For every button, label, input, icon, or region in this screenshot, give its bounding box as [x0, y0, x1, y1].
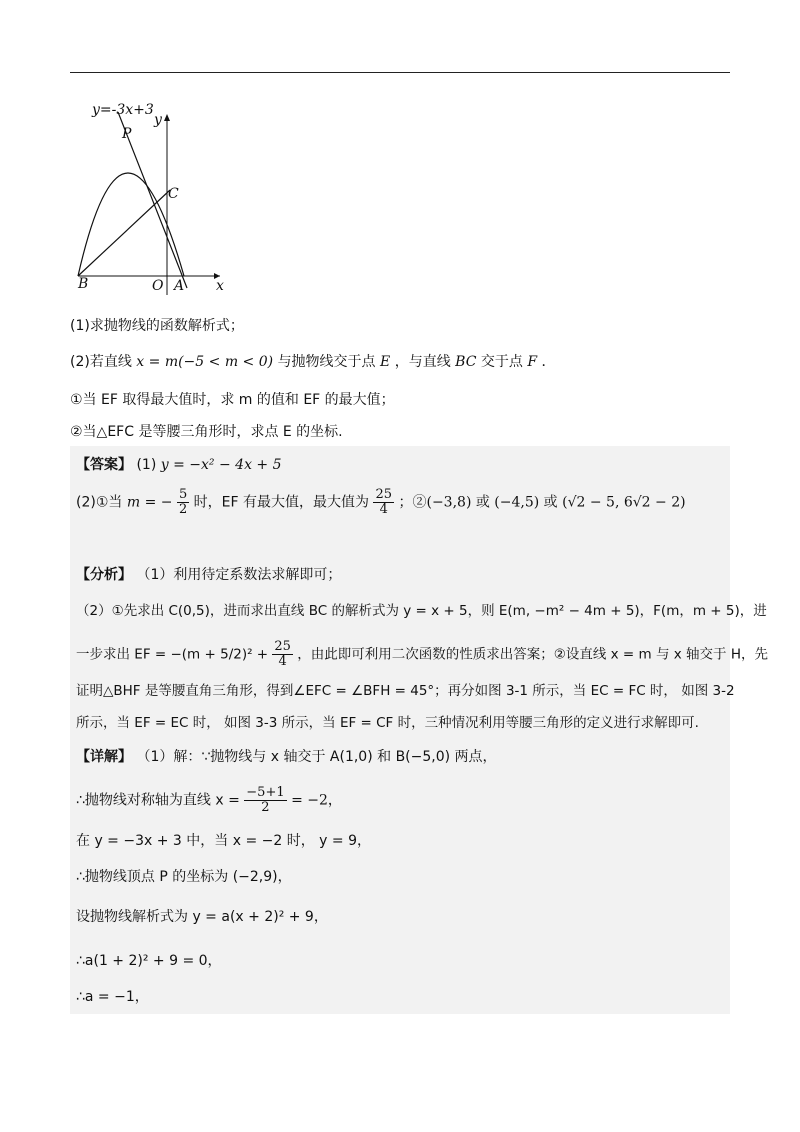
q2-math: x = m(−5 < m < 0): [136, 354, 274, 370]
answer-2-max-numerator: 25: [375, 487, 393, 502]
answer-2-m-denominator: 2: [178, 502, 188, 517]
q2-point-f: F: [527, 354, 538, 370]
answer-2-mid: 时，EF 有最大值，最大值为: [193, 494, 370, 511]
analysis-line-4: 证明△BHF 是等腰直角三角形，得到∠EFC = ∠BFH = 45°；再分如图 3-1 所示，当 EC = FC 时， 如图 3-2: [76, 683, 735, 699]
point-o-label: O: [152, 278, 164, 294]
question-2: [70, 352, 556, 372]
answer-1-prefix: (1): [136, 457, 157, 473]
detail-line-2: [76, 786, 342, 815]
q2-text-d: 交于点: [480, 354, 523, 370]
point-p-label: P: [122, 126, 132, 142]
detail-line-4: ∴抛物线顶点 P 的坐标为 (−2,9)，: [76, 869, 292, 885]
answer-tag: 【答案】: [76, 457, 132, 473]
point-b-label: B: [78, 276, 89, 292]
x-axis-label: x: [216, 278, 224, 294]
analysis-line-1: [76, 564, 341, 586]
analysis-line-3: [76, 640, 768, 669]
detail-l1: （1）解：∵抛物线与 x 轴交于 A(1,0) 和 B(−5,0) 两点，: [136, 749, 497, 765]
detail-line-5: 设抛物线解析式为 y = a(x + 2)² + 9，: [76, 909, 328, 925]
detail-tag: 【详解】: [76, 749, 132, 765]
question-2-2: ②当△EFC 是等腰三角形时，求点 E 的坐标.: [70, 424, 343, 440]
q2-text-c: ，与直线: [394, 354, 451, 370]
analysis-p2b-fraction: [272, 640, 293, 669]
answer-2-prefix: (2)①当: [76, 494, 123, 511]
detail-line-1: [76, 746, 497, 768]
q2-line-bc: BC: [455, 354, 477, 370]
answer-2-max-denominator: 4: [379, 502, 388, 517]
analysis-tag: 【分析】: [76, 567, 132, 583]
q2-text-e: ．: [541, 354, 556, 370]
line-bc: [78, 190, 170, 276]
detail-line-6: ∴a(1 + 2)² + 9 = 0，: [76, 953, 222, 969]
y-axis-label: y: [154, 112, 162, 128]
y-axis-arrow: [164, 114, 170, 121]
answer-2-max-fraction: [373, 488, 394, 517]
answer-2-m-numerator: 5: [178, 487, 188, 502]
answer-line-1: [76, 454, 282, 476]
answer-2-m: m = −: [126, 494, 173, 511]
detail-line-7: ∴a = −1，: [76, 989, 149, 1005]
analysis-p2b-numerator: 25: [274, 639, 291, 654]
analysis-p2b-denominator: 4: [278, 654, 287, 669]
analysis-p1: （1）利用待定系数法求解即可；: [136, 567, 342, 583]
parabola-figure: [70, 100, 240, 300]
analysis-p2b-post: ，由此即可利用二次函数的性质求出答案；②设直线 x = m 与 x 轴交于 H，先: [297, 646, 768, 663]
q2-point-e: E: [380, 354, 391, 370]
detail-l2-pre: ∴抛物线对称轴为直线 x =: [76, 792, 245, 809]
analysis-p2b-pre: 一步求出 EF = −(m + 5/2)² +: [76, 646, 273, 663]
answer-2-m-fraction: [177, 488, 189, 517]
answer-1: y = −x² − 4x + 5: [160, 457, 282, 473]
answer-line-2: [76, 488, 686, 517]
detail-line-3: 在 y = −3x + 3 中，当 x = −2 时， y = 9，: [76, 833, 372, 849]
question-1: (1)求抛物线的函数解析式；: [70, 318, 244, 334]
top-rule: [70, 72, 730, 73]
analysis-line-2: （2）①先求出 C(0,5)，进而求出直线 BC 的解析式为 y = x + 5，则 E(m, −m² − 4m + 5)，F(m，m + 5)，进: [76, 603, 767, 619]
detail-l2-fraction: [244, 786, 286, 815]
q2-text-a: (2)若直线: [70, 354, 132, 370]
q2-text-b: 与抛物线交于点: [277, 354, 376, 370]
answer-2-rest: ；②(−3,8) 或 (−4,5) 或 (√2 − 5, 6√2 − 2): [398, 494, 686, 511]
point-a-label: A: [174, 278, 185, 294]
analysis-line-5: 所示，当 EF = EC 时， 如图 3-3 所示，当 EF = CF 时，三种情况利用等腰三角形的定义进行求解即可.: [76, 715, 699, 731]
detail-l2-numerator: −5+1: [246, 785, 285, 800]
question-2-1: ①当 EF 取得最大值时，求 m 的值和 EF 的最大值；: [70, 392, 395, 408]
detail-l2-denominator: 2: [261, 800, 270, 815]
detail-l2-post: = −2，: [291, 792, 342, 809]
point-c-label: C: [168, 186, 179, 202]
line-label: y=-3x+3: [92, 102, 154, 118]
figure-svg: [70, 100, 240, 300]
